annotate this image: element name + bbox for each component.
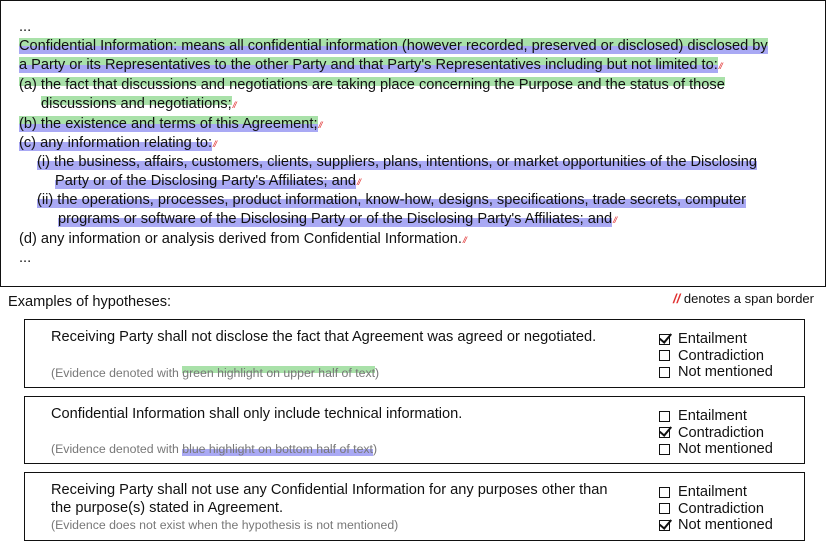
checkbox-icon[interactable] (659, 411, 670, 422)
option-contradiction[interactable] (659, 501, 773, 518)
highlight-blue: (ii) the operations, processes, product information, know-how, designs, specifications, trade secrets, computer (37, 192, 746, 208)
span-border-mark: // (213, 139, 217, 149)
clause-b-line (19, 115, 322, 134)
clause-d-text: (d) any information or analysis derived from Confidential Information. (19, 231, 462, 247)
option-entailment[interactable] (659, 484, 773, 501)
hypothesis-text: Confidential Information shall only include technical information. (51, 406, 463, 422)
option-not-mentioned[interactable] (659, 517, 773, 534)
legend-text: denotes a span border (680, 291, 814, 306)
option-label: Not mentioned (678, 364, 773, 381)
hypothesis-text: Receiving Party shall not disclose the fact that Agreement was agreed or negotiated. (51, 329, 597, 345)
span-border-mark: // (613, 215, 617, 225)
span-border-mark: // (318, 120, 322, 130)
evidence-prefix: (Evidence denoted with (51, 366, 183, 380)
clause-a-line-1 (19, 76, 725, 94)
option-not-mentioned[interactable] (659, 441, 773, 458)
evidence-note (51, 518, 398, 532)
option-label: Not mentioned (678, 517, 773, 534)
checkbox-icon[interactable] (659, 503, 670, 514)
highlight-green: discussions and negotiations; (41, 96, 232, 112)
evidence-suffix: ) (375, 366, 380, 380)
span-border-legend (673, 291, 814, 306)
evidence-prefix: (Evidence does not exist when the hypothesis is not mentioned) (51, 518, 399, 532)
clause-c-i-line-2 (55, 172, 360, 191)
highlight-blue: (i) the business, affairs, customers, clients, suppliers, plans, intentions, or market opportunities of the Disclosing (37, 154, 758, 170)
option-not-mentioned[interactable] (659, 364, 773, 381)
span-border-mark: // (718, 61, 722, 71)
checkbox-icon[interactable] (659, 350, 670, 361)
checkbox-icon[interactable] (659, 487, 670, 498)
highlight-blue: (c) any information relating to: (19, 135, 213, 151)
label-options (659, 408, 773, 458)
checkbox-checked-icon[interactable] (659, 427, 670, 438)
span-border-mark: // (462, 235, 466, 245)
option-label: Contradiction (678, 424, 764, 441)
hypothesis-card (24, 396, 805, 464)
option-entailment[interactable] (659, 331, 773, 348)
ellipsis-top: ... (19, 19, 32, 35)
examples-title: Examples of hypotheses: (8, 294, 172, 310)
option-label: Entailment (678, 484, 747, 501)
option-label: Entailment (678, 331, 747, 348)
highlight-blue: Party or of the Disclosing Party's Affiliates; and (55, 173, 357, 189)
clause-c-ii-line-2 (58, 210, 616, 229)
option-contradiction[interactable] (659, 348, 773, 365)
evidence-prefix: (Evidence denoted with (51, 442, 183, 456)
hypothesis-card (24, 319, 805, 388)
checkbox-checked-icon[interactable] (659, 520, 670, 531)
option-label: Contradiction (678, 347, 764, 364)
highlight-both: a Party or its Representatives to the other Party and that Party's Representatives including but not limited to: (19, 57, 718, 73)
span-border-mark: // (357, 177, 361, 187)
option-entailment[interactable] (659, 408, 773, 425)
label-options (659, 484, 773, 534)
option-label: Entailment (678, 408, 747, 425)
evidence-highlight: green highlight on upper half of text (182, 366, 376, 380)
option-label: Not mentioned (678, 441, 773, 458)
clause-d-line (19, 230, 466, 249)
label-options (659, 331, 773, 381)
highlight-both: Confidential Information: means all confidential information (however recorded, preserved or disclosed) disclosed by (19, 38, 768, 54)
hypothesis-card (24, 472, 805, 541)
highlight-both: (b) the existence and terms of this Agreement; (19, 116, 318, 132)
highlight-green: (a) the fact that discussions and negotiations are taking place concerning the Purpose and the status of those (19, 77, 725, 93)
evidence-highlight: blue highlight on bottom half of text (182, 442, 373, 456)
highlight-blue: programs or software of the Disclosing Party or of the Disclosing Party's Affiliates; and (58, 211, 613, 227)
legend-slash: // (673, 291, 681, 306)
evidence-suffix: ) (372, 442, 378, 456)
clause-c-i-line-1 (37, 153, 757, 171)
span-border-mark: // (232, 100, 236, 110)
option-label: Contradiction (678, 500, 764, 517)
evidence-note (51, 366, 379, 380)
clause-c-ii-line-1 (37, 191, 746, 209)
confidential-info-line-2 (19, 56, 722, 75)
confidential-info-line-1 (19, 37, 768, 55)
evidence-note (51, 442, 377, 456)
checkbox-icon[interactable] (659, 367, 670, 378)
option-contradiction[interactable] (659, 425, 773, 442)
checkbox-checked-icon[interactable] (659, 334, 670, 345)
checkbox-icon[interactable] (659, 444, 670, 455)
hypothesis-text: Receiving Party shall not use any Confidential Information for any purposes other than the purpose(s) stated in Agreement. (51, 482, 608, 516)
clause-a-line-2 (41, 95, 236, 114)
ellipsis-bottom: ... (19, 250, 32, 266)
clause-c-line (19, 134, 216, 153)
